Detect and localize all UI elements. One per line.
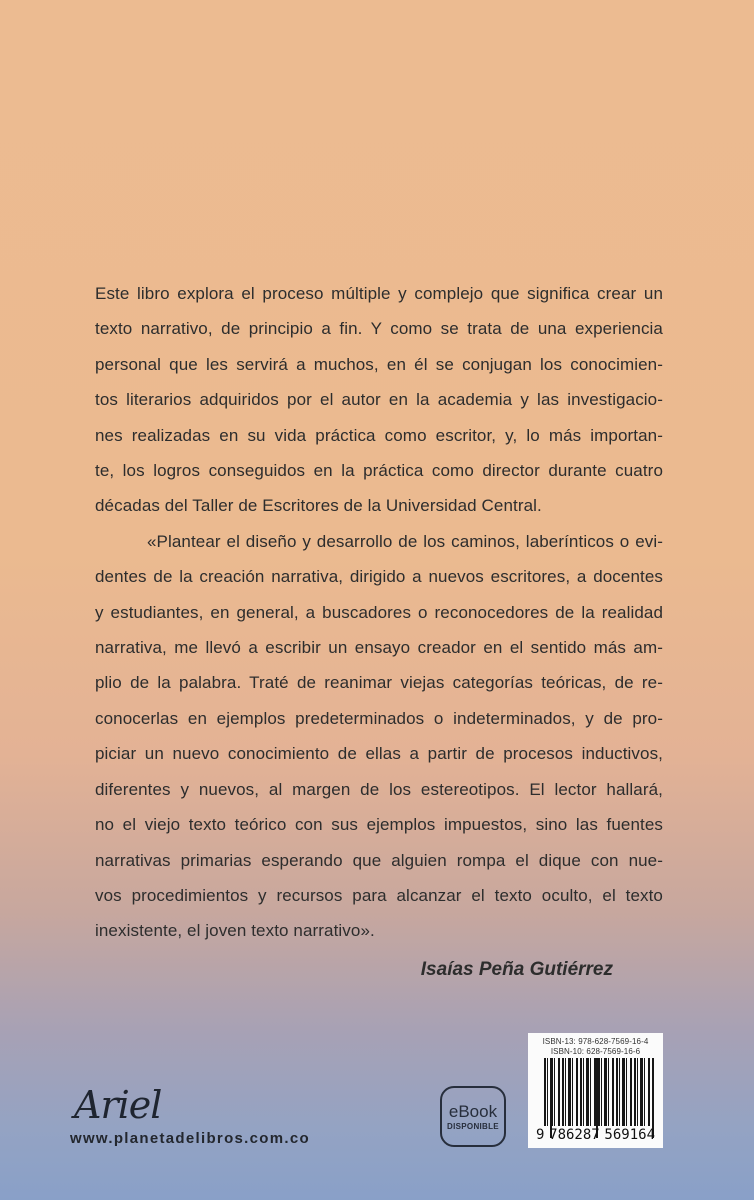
isbn10-label: ISBN-10: 628-7569-16-6: [550, 1046, 641, 1056]
barcode-digit-group: 9: [536, 1127, 545, 1143]
text-line: conocerlas en ejemplos predeterminados o indeterminados, y de pro-: [95, 708, 663, 728]
barcode-guard-bar: [596, 1058, 598, 1138]
barcode-stripes: [544, 1058, 655, 1126]
synopsis-text-block: [95, 276, 663, 985]
text-line: plio de la palabra. Traté de reanimar viejas categorías teóricas, de re-: [95, 673, 663, 693]
text-line: personal que les servirá a muchos, en él se conjugan los conocimien-: [95, 354, 663, 374]
barcode-guard-bar: [652, 1058, 654, 1138]
text-line: te, los logros conseguidos en la práctica como director durante cuatro: [95, 461, 663, 481]
text-line: vos procedimientos y recursos para alcanzar el texto oculto, el texto: [95, 885, 663, 905]
text-line: narrativa, me llevó a escribir un ensayo creador en el sentido más am-: [95, 638, 663, 658]
synopsis-paragraph-2: [95, 524, 663, 949]
text-line: nes realizadas en su vida práctica como escritor, y, lo más importan-: [95, 425, 663, 445]
text-line: texto narrativo, de principio a fin. Y como se trata de una experiencia: [95, 319, 663, 339]
text-line: no el viejo texto teórico con sus ejemplos impuestos, sino las fuentes: [95, 815, 663, 835]
text-line: tos literarios adquiridos por el autor en la academia y las investigacio-: [95, 390, 663, 410]
barcode-digit-group: 786287: [549, 1127, 600, 1143]
text-line: y estudiantes, en general, a buscadores o reconocedores de la realidad: [95, 602, 663, 622]
ebook-badge-title: eBook: [448, 1102, 498, 1121]
text-line: Este libro explora el proceso múltiple y complejo que significa crear un: [95, 284, 663, 303]
publisher-logo: Ariel: [74, 1083, 162, 1127]
publisher-block: [70, 1084, 310, 1147]
isbn13-label: ISBN-13: 978-628-7569-16-4: [542, 1037, 649, 1046]
barcode-bars: [534, 1058, 657, 1144]
synopsis-paragraph-1: [95, 276, 663, 524]
publisher-website: www.planetadelibros.com.co: [70, 1130, 310, 1147]
text-line: décadas del Taller de Escritores de la Universidad Central.: [95, 496, 542, 516]
text-line: diferentes y nuevos, al margen de los estereotipos. El lector hallará,: [95, 779, 663, 799]
barcode-number: [536, 1127, 655, 1144]
text-line: narrativas primarias esperando que alguien rompa el dique con nue-: [95, 850, 663, 870]
author-signature: Isaías Peña Gutiérrez: [420, 958, 613, 980]
barcode: [528, 1033, 663, 1148]
barcode-guard-bar: [550, 1058, 552, 1138]
barcode-digit-group: 569164: [604, 1127, 655, 1143]
ebook-badge-subtitle: DISPONIBLE: [447, 1122, 499, 1131]
ebook-available-badge: [440, 1086, 506, 1147]
text-line: piciar un nuevo conocimiento de ellas a partir de procesos inductivos,: [95, 744, 663, 764]
text-line: inexistente, el joven texto narrativo».: [95, 921, 375, 941]
text-line: dentes de la creación narrativa, dirigido a nuevos escritores, a docentes: [95, 567, 663, 587]
text-line: «Plantear el diseño y desarrollo de los caminos, laberínticos o evi-: [147, 531, 663, 551]
